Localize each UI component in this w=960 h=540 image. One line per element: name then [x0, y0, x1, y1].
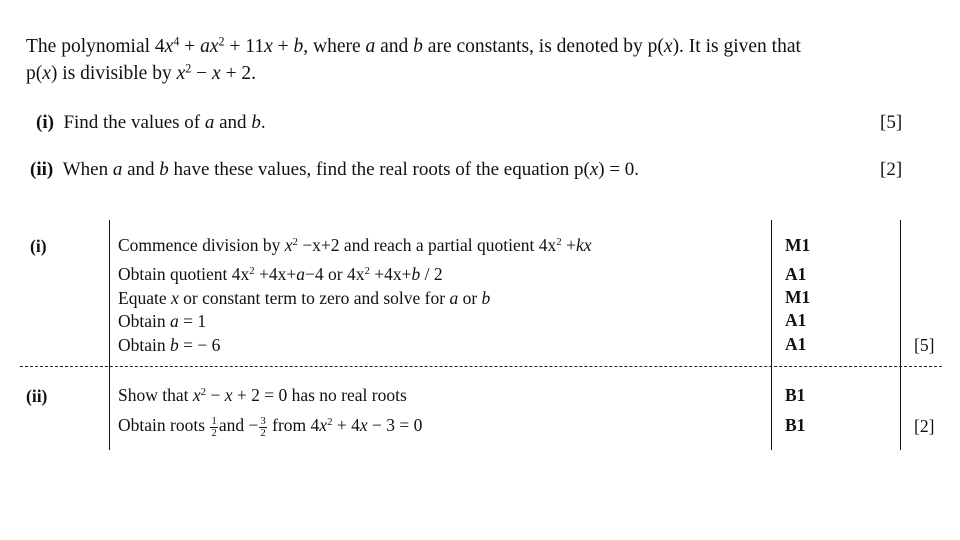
- intro-text: ) is divisible by: [50, 63, 177, 84]
- intro-var: a: [200, 36, 210, 57]
- intro-var: x: [209, 36, 219, 57]
- ms-row: Commence division by $x^2 -x+2$ and reach a partial quotient $4x^2 +kx$: [118, 235, 592, 255]
- part-label: (i): [36, 112, 54, 133]
- intro-exp: 4: [173, 34, 180, 49]
- ms-mark: M1: [785, 235, 811, 255]
- part-label: (ii): [30, 159, 54, 180]
- ms-row: Show that $x^2 - x + 2 = 0$ has no real roots: [118, 385, 407, 405]
- intro-text: + 2.: [220, 63, 257, 84]
- table-divider: [771, 220, 772, 450]
- part-text: have these values, find the real roots of the equation p(: [168, 159, 590, 180]
- intro-var: a: [365, 36, 376, 57]
- intro-text: , where: [303, 36, 366, 57]
- question-intro-line1: [26, 34, 801, 60]
- intro-text: +: [179, 36, 201, 57]
- intro-var: x: [663, 36, 673, 57]
- ms-total: [5]: [914, 335, 935, 355]
- intro-coef: 4: [154, 36, 165, 57]
- intro-var: x: [42, 63, 51, 84]
- part-text: and: [122, 159, 160, 180]
- table-divider: [109, 220, 110, 450]
- intro-exp: 2: [185, 61, 192, 76]
- intro-text: +: [272, 36, 294, 57]
- question-part-ii: [30, 159, 639, 181]
- intro-text: ). It is given that: [672, 36, 801, 57]
- ms-mark: A1: [785, 264, 807, 284]
- part-var: b: [159, 159, 169, 180]
- ms-row: Obtain b = − 6: [118, 335, 221, 355]
- intro-var: x: [164, 36, 174, 57]
- intro-text: p(: [26, 63, 43, 84]
- ms-total: [2]: [914, 416, 935, 436]
- section-separator: [20, 366, 942, 367]
- fraction: $\frac{1}{2}$: [211, 414, 217, 439]
- intro-text: are constants, is denoted by p(: [422, 36, 664, 57]
- intro-text: and: [375, 36, 414, 57]
- intro-text: −: [191, 63, 213, 84]
- ms-part-i-label: (i): [30, 236, 47, 256]
- part-i-marks: [5]: [880, 112, 903, 133]
- intro-text: + 11: [224, 36, 265, 57]
- intro-exp: 2: [218, 34, 225, 49]
- ms-row: Obtain roots $\frac{1}{2}$ and − $\frac{3}{2}$ from $4x^2 + 4x - 3 = 0$: [118, 414, 423, 439]
- ms-row: Obtain a = 1: [118, 311, 207, 331]
- question-intro-line2: [26, 61, 256, 87]
- ms-row: Obtain quotient $4x^2 +4x+a-4$ or $4x^2 +4x+b / 2$: [118, 264, 443, 284]
- ms-row: Equate x or constant term to zero and solve for a or b: [118, 288, 491, 308]
- table-divider: [900, 220, 901, 450]
- part-text: and: [214, 112, 252, 133]
- part-var: a: [204, 112, 215, 133]
- part-text: .: [260, 112, 266, 133]
- question-part-i: [36, 112, 266, 134]
- part-var: x: [589, 159, 599, 180]
- ms-mark: A1: [785, 310, 807, 330]
- ms-mark: B1: [785, 415, 806, 435]
- part-text: ) = 0.: [598, 159, 640, 180]
- intro-var: x: [212, 63, 221, 84]
- ms-mark: B1: [785, 385, 806, 405]
- part-var: b: [251, 112, 261, 133]
- fraction: $\frac{3}{2}$: [260, 414, 266, 439]
- intro-text: The polynomial: [26, 36, 155, 57]
- intro-var: b: [293, 36, 304, 57]
- part-text: Find the values of: [63, 112, 205, 133]
- ms-mark: A1: [785, 334, 807, 354]
- intro-var: b: [413, 36, 423, 57]
- intro-var: x: [264, 36, 273, 57]
- intro-var: x: [176, 63, 186, 84]
- part-var: a: [112, 159, 123, 180]
- part-text: When: [62, 159, 113, 180]
- ms-part-ii-label: (ii): [26, 386, 48, 406]
- ms-mark: M1: [785, 287, 811, 307]
- part-ii-marks: [2]: [880, 159, 903, 180]
